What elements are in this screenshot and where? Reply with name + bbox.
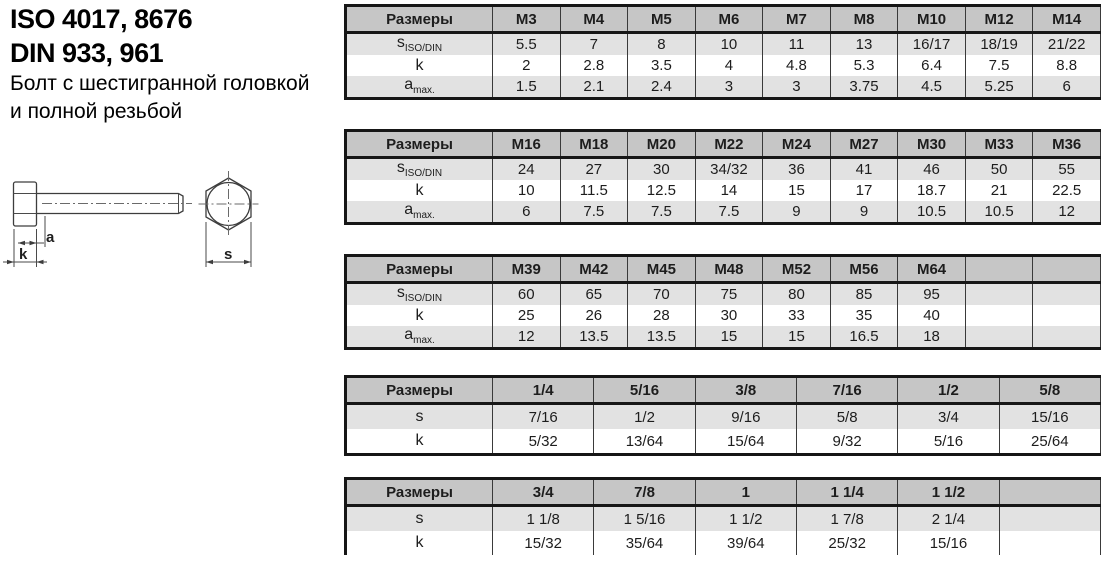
dimension-value: 21/22 [1033,33,1101,56]
product-description-line2: и полной резьбой [10,100,183,123]
dimension-value: 14 [695,180,763,201]
dimension-value: 12 [493,326,561,349]
dimension-value: 25 [493,305,561,326]
dimension-value: 10 [695,33,763,56]
size-column-header: M3 [493,6,561,33]
size-column-header: 1 1/2 [898,479,999,506]
dimension-value: 75 [695,283,763,306]
dimension-value [1033,283,1101,306]
sizes-header-label: Размеры [346,377,493,404]
dimension-value: 41 [830,158,898,181]
dimension-value: 2 [493,55,561,76]
dimension-value: 5.25 [965,76,1033,99]
dimension-value: 21 [965,180,1033,201]
dimension-value: 18/19 [965,33,1033,56]
table-row [346,76,1101,99]
sizes-header-label: Размеры [346,131,493,158]
dimension-value: 34/32 [695,158,763,181]
dimension-value: 7.5 [965,55,1033,76]
dimension-value: 18.7 [898,180,966,201]
dimension-value: 5.5 [493,33,561,56]
dimension-value: 27 [560,158,628,181]
size-column-header: M16 [493,131,561,158]
dimension-value: 40 [898,305,966,326]
dimension-value [1033,305,1101,326]
dimension-value: 9 [763,201,831,224]
dimension-value: 3/4 [898,404,999,430]
bolt-head-side [14,182,37,226]
dimension-value: 36 [763,158,831,181]
parameter-label: $s_{ISO/DIN}$ [346,158,493,181]
dimension-value: 1.5 [493,76,561,99]
parameter-label: $s_{ISO/DIN}$ [346,33,493,56]
title-block [10,2,340,126]
size-column-header: M27 [830,131,898,158]
dimension-value: 85 [830,283,898,306]
dimension-value: 4 [695,55,763,76]
dimension-value: 15/16 [999,404,1100,430]
dimension-value: 5.3 [830,55,898,76]
dimension-value: 1 5/16 [594,506,695,532]
dimension-value: 7.5 [560,201,628,224]
dimension-value: 11 [763,33,831,56]
size-column-header: M24 [763,131,831,158]
dimension-value: 60 [493,283,561,306]
size-column-header: M18 [560,131,628,158]
size-column-header: M5 [628,6,696,33]
dimension-value: 10.5 [898,201,966,224]
parameter-label: k [346,531,493,555]
size-column-header: 3/4 [493,479,594,506]
dimension-value: 39/64 [695,531,796,555]
dimension-value: 9/16 [695,404,796,430]
dimension-value [999,531,1100,555]
dimension-value: 6.4 [898,55,966,76]
size-column-header: M22 [695,131,763,158]
dimension-value: 7.5 [628,201,696,224]
size-column-header: 1 1/4 [796,479,897,506]
dimension-value: 3.75 [830,76,898,99]
table-row [346,404,1101,430]
size-column-header: 1/4 [493,377,594,404]
parameter-label: $s_{ISO/DIN}$ [346,283,493,306]
dimension-value: 95 [898,283,966,306]
dimension-value: 1 1/8 [493,506,594,532]
dimension-value: 46 [898,158,966,181]
dimension-value: 10.5 [965,201,1033,224]
dimension-value: 4.8 [763,55,831,76]
dimension-value: 7 [560,33,628,56]
dimension-value: 35/64 [594,531,695,555]
size-column-header: M10 [898,6,966,33]
dimension-value [965,283,1033,306]
dimension-value: 70 [628,283,696,306]
size-column-header: 5/8 [999,377,1100,404]
size-column-header: M64 [898,256,966,283]
parameter-label: k [346,55,493,76]
size-column-header: 7/16 [796,377,897,404]
parameter-label: $a_{max.}$ [346,201,493,224]
size-column-header: M52 [763,256,831,283]
dimension-value: 5/32 [493,429,594,455]
size-column-header [965,256,1033,283]
dimension-value: 13.5 [628,326,696,349]
size-column-header: 1 [695,479,796,506]
parameter-label: s [346,404,493,430]
dimensions-table-1 [344,4,1101,100]
dimension-value: 50 [965,158,1033,181]
dimension-value: 15/64 [695,429,796,455]
dimension-value: 30 [628,158,696,181]
dimension-value: 24 [493,158,561,181]
dim-label-k: k [19,246,28,263]
dimension-value: 15 [763,180,831,201]
dimension-value: 35 [830,305,898,326]
size-column-header: M20 [628,131,696,158]
dimension-value: 2.8 [560,55,628,76]
size-column-header: 3/8 [695,377,796,404]
dimension-value: 13 [830,33,898,56]
table-row [346,283,1101,306]
size-column-header: M12 [965,6,1033,33]
table-row [346,180,1101,201]
dimension-value: 12 [1033,201,1101,224]
size-column-header: M30 [898,131,966,158]
dimension-value: 7.5 [695,201,763,224]
product-description-line1: Болт с шестигранной головкой [10,72,310,95]
dimension-value: 2.1 [560,76,628,99]
size-column-header: M36 [1033,131,1101,158]
dimension-value: 8 [628,33,696,56]
bolt-side-view [14,182,193,226]
dimension-value: 18 [898,326,966,349]
dimension-value: 28 [628,305,696,326]
dimension-value: 26 [560,305,628,326]
dimension-value: 13/64 [594,429,695,455]
dimension-value: 9/32 [796,429,897,455]
table-row [346,305,1101,326]
dimension-value: 4.5 [898,76,966,99]
dimension-value: 30 [695,305,763,326]
dimension-value: 1/2 [594,404,695,430]
table-row [346,201,1101,224]
dimension-value: 5/8 [796,404,897,430]
dimension-value: 13.5 [560,326,628,349]
dimension-value [999,506,1100,532]
dimensions-table-5 [344,477,1101,555]
dimension-value: 15/32 [493,531,594,555]
size-column-header: M42 [560,256,628,283]
parameter-label: s [346,506,493,532]
dimension-value: 33 [763,305,831,326]
size-column-header: M14 [1033,6,1101,33]
size-column-header: M33 [965,131,1033,158]
dimension-value: 7/16 [493,404,594,430]
parameter-label: $a_{max.}$ [346,326,493,349]
dimension-value: 80 [763,283,831,306]
dimension-value: 2.4 [628,76,696,99]
size-column-header: M39 [493,256,561,283]
bolt-front-view [199,171,259,237]
sizes-header-label: Размеры [346,6,493,33]
dimension-value: 15 [695,326,763,349]
parameter-label: k [346,180,493,201]
size-column-header [999,479,1100,506]
sizes-header-label: Размеры [346,479,493,506]
dimension-value: 8.8 [1033,55,1101,76]
dimension-value: 12.5 [628,180,696,201]
dimensions-table-3 [344,254,1101,350]
dimension-value: 6 [1033,76,1101,99]
dimension-value: 17 [830,180,898,201]
dimensions-table-4 [344,375,1101,456]
table-row [346,33,1101,56]
dimension-k [3,229,47,267]
table-row [346,55,1101,76]
table-row [346,506,1101,532]
dimension-value: 15/16 [898,531,999,555]
size-column-header [1033,256,1101,283]
tables-container [344,0,1101,566]
size-column-header: 1/2 [898,377,999,404]
dimension-value: 1 7/8 [796,506,897,532]
dimension-value: 3 [695,76,763,99]
dimension-value: 1 1/2 [695,506,796,532]
dimension-value: 10 [493,180,561,201]
parameter-label: k [346,305,493,326]
size-column-header: 5/16 [594,377,695,404]
dimension-value [965,305,1033,326]
dimension-value: 2 1/4 [898,506,999,532]
bolt-diagram [0,163,280,303]
table-row [346,326,1101,349]
dim-label-s: s [224,246,233,263]
dimension-value: 15 [763,326,831,349]
size-column-header: M56 [830,256,898,283]
dim-label-a: a [46,229,55,246]
size-column-header: M6 [695,6,763,33]
dimension-value [1033,326,1101,349]
dimension-value: 9 [830,201,898,224]
dimension-value: 25/32 [796,531,897,555]
size-column-header: M48 [695,256,763,283]
dimension-value: 16.5 [830,326,898,349]
dimension-value: 3.5 [628,55,696,76]
size-column-header: M4 [560,6,628,33]
table-row [346,429,1101,455]
size-column-header: M7 [763,6,831,33]
dimension-value: 55 [1033,158,1101,181]
dimension-value: 11.5 [560,180,628,201]
dimension-value: 5/16 [898,429,999,455]
dimension-value: 16/17 [898,33,966,56]
dimension-value: 25/64 [999,429,1100,455]
table-row [346,531,1101,555]
parameter-label: $a_{max.}$ [346,76,493,99]
dimension-value: 65 [560,283,628,306]
standard-iso: ISO 4017, 8676 [10,4,193,34]
dimensions-table-2 [344,129,1101,225]
dimension-value: 3 [763,76,831,99]
dimension-value: 6 [493,201,561,224]
sizes-header-label: Размеры [346,256,493,283]
size-column-header: M8 [830,6,898,33]
parameter-label: k [346,429,493,455]
size-column-header: 7/8 [594,479,695,506]
standard-din: DIN 933, 961 [10,38,164,68]
size-column-header: M45 [628,256,696,283]
dimension-value: 22.5 [1033,180,1101,201]
dimension-value [965,326,1033,349]
table-row [346,158,1101,181]
